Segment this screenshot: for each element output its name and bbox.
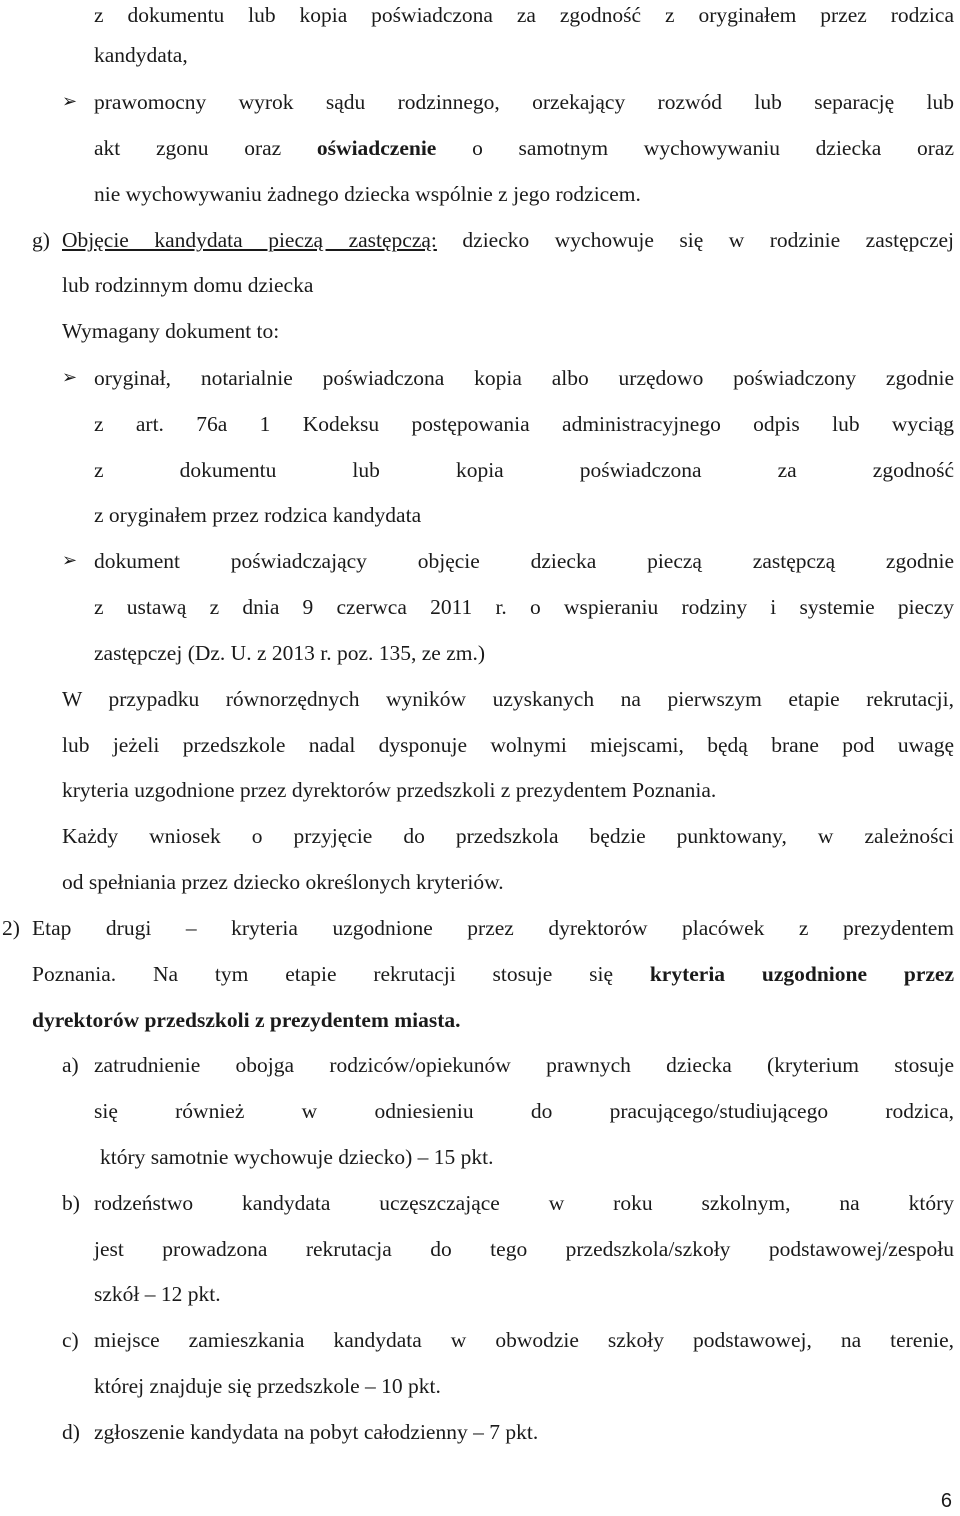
arrow-bullet-icon: ➢ [62,91,78,112]
page-number: 6 [940,1490,952,1512]
list-marker: c) [62,1328,79,1352]
text-line: z art. 76a 1 Kodeksu postępowania administracyjnego odpis lub wyciąg [94,412,954,436]
bold-term: kryteria uzgodnione przez [649,962,954,986]
arrow-bullet-icon: ➢ [62,367,78,388]
text-line: z oryginałem przez rodzica kandydata [94,503,422,527]
text-line: rodzeństwo kandydata uczęszczające w roku szkolnym, na który [94,1191,954,1215]
text-line: szkół – 12 pkt. [94,1282,221,1306]
text-line [94,133,954,163]
list-marker: b) [62,1191,80,1215]
text-line [32,959,954,989]
text-line: który samotnie wychowuje dziecko) – 15 pkt. [100,1145,494,1169]
text-line: się również w odniesieniu do pracującego/studiującego rodzica, [94,1099,954,1123]
text-run: akt zgonu oraz [94,136,317,160]
list-marker: a) [62,1053,79,1077]
text-line: zgłoszenie kandydata na pobyt całodzienny – 7 pkt. [94,1420,539,1444]
text-line: zastępczej (Dz. U. z 2013 r. poz. 135, ze zm.) [94,641,486,665]
list-marker: 2) [2,916,20,940]
text-run: Poznania. Na tym etapie rekrutacji stosuje się [32,962,650,986]
text-line: lub rodzinnym domu dziecka [62,273,314,297]
list-marker: g) [32,228,50,252]
text-run: dziecko wychowuje się w rodzinie zastępczej [436,228,954,252]
text-line: miejsce zamieszkania kandydata w obwodzie szkoły podstawowej, na terenie, [94,1328,954,1352]
text-line: lub jeżeli przedszkole nadal dysponuje wolnymi miejscami, będą brane pod uwagę [62,733,954,757]
text-line: kryteria uzgodnione przez dyrektorów przedszkoli z prezydentem Poznania. [62,778,717,802]
text-line: z ustawą z dnia 9 czerwca 2011 r. o wspieraniu rodziny i systemie pieczy [94,595,954,619]
text-line: zatrudnienie obojga rodziców/opiekunów prawnych dziecka (kryterium stosuje [94,1053,954,1077]
arrow-bullet-icon: ➢ [62,550,78,571]
text-line: Wymagany dokument to: [62,319,280,343]
bold-term: dyrektorów przedszkoli z prezydentem miasta. [32,1008,461,1032]
list-marker: d) [62,1420,80,1444]
text-line: Każdy wniosek o przyjęcie do przedszkola będzie punktowany, w zależności [62,824,954,848]
text-line: Etap drugi – kryteria uzgodnione przez dyrektorów placówek z prezydentem [32,916,954,940]
text-line: nie wychowywaniu żadnego dziecka wspólnie z jego rodzicem. [94,182,641,206]
text-line: od spełniania przez dziecko określonych kryteriów. [62,870,504,894]
text-line: której znajduje się przedszkole – 10 pkt. [94,1374,441,1398]
text-line: z dokumentu lub kopia poświadczona za zgodność [94,458,954,482]
text-line: jest prowadzona rekrutacja do tego przedszkola/szkoły podstawowej/zespołu [94,1237,954,1261]
text-line: kandydata, [94,43,188,67]
text-line: W przypadku równorzędnych wyników uzyskanych na pierwszym etapie rekrutacji, [62,687,954,711]
bold-term: oświadczenie [316,136,437,160]
text-line [32,1005,461,1035]
section-title: Objęcie kandydata pieczą zastępczą: [62,228,437,252]
text-line: dokument poświadczający objęcie dziecka pieczą zastępczą zgodnie [94,549,954,573]
text-line: oryginał, notarialnie poświadczona kopia albo urzędowo poświadczony zgodnie [94,366,954,390]
text-line: prawomocny wyrok sądu rodzinnego, orzekający rozwód lub separację lub [94,90,954,114]
text-line: z dokumentu lub kopia poświadczona za zgodność z oryginałem przez rodzica [94,3,954,27]
text-run: o samotnym wychowywaniu dziecka oraz [436,136,954,160]
text-line [62,225,954,255]
